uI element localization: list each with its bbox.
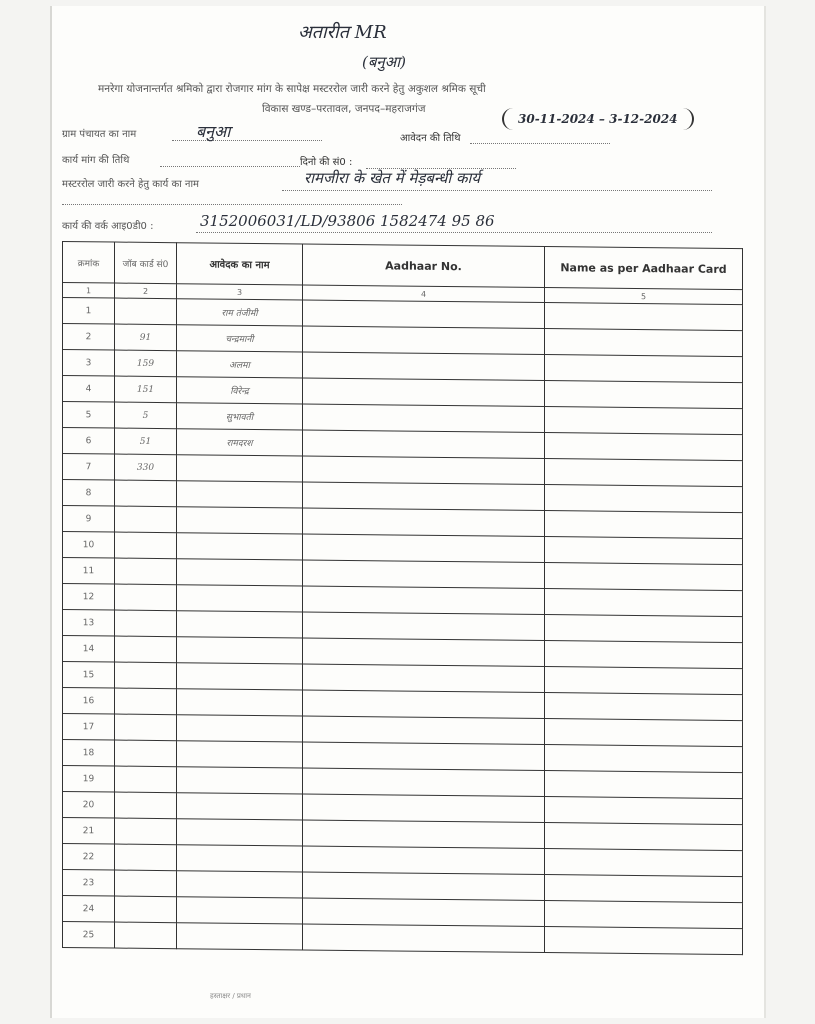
serial-cell: 11 [63,558,115,585]
work-id-label: कार्य की वर्क आइ0डी0 : [62,221,154,232]
aadhaar-no-cell [303,300,545,329]
job-card-cell: 151 [115,376,177,403]
job-card-cell [115,922,177,949]
index-cell: 4 [303,285,545,303]
applicant-name-cell [177,767,303,794]
serial-cell: 4 [63,376,115,403]
applicant-name-cell [177,585,303,612]
job-card-cell [115,896,177,923]
aadhaar-no-cell [303,716,545,745]
serial-cell: 18 [63,740,115,767]
applicant-name-cell [177,611,303,638]
header-aadhaar-name: Name as per Aadhaar Card [545,247,743,290]
job-card-cell [115,558,177,585]
applicant-name-cell: विरेन्द्र [177,377,303,404]
panchayat-handwritten-note: (बनुआ) [362,53,406,71]
aadhaar-no-cell [303,482,545,511]
gram-panchayat-label: ग्राम पंचायत का नाम [62,129,137,140]
serial-cell: 12 [63,584,115,611]
work-name-label: मस्टररोल जारी करने हेतु कार्य का नाम [62,179,200,190]
aadhaar-name-cell [545,563,743,591]
application-date-label: आवेदन की तिथि [400,133,461,144]
aadhaar-name-cell [545,719,743,747]
aadhaar-no-cell [303,846,545,875]
serial-cell: 14 [63,636,115,663]
serial-cell: 15 [63,662,115,689]
applicant-name-cell [177,507,303,534]
job-card-cell: 5 [115,402,177,429]
serial-cell: 25 [63,922,115,949]
work-start-label: कार्य मांग की तिथि [62,155,130,166]
aadhaar-name-cell [545,823,743,851]
index-cell: 5 [545,288,743,305]
job-card-cell [115,792,177,819]
aadhaar-name-cell [545,537,743,565]
serial-cell: 7 [63,454,115,481]
aadhaar-name-cell [545,459,743,487]
top-handwritten-note: अतारीत MR [298,22,387,43]
work-id-line [196,232,712,233]
aadhaar-no-cell [303,326,545,355]
work-name-line [282,190,712,191]
job-card-cell: 159 [115,350,177,377]
index-cell: 3 [177,284,303,300]
applicant-name-cell: चन्द्रमानी [177,325,303,352]
aadhaar-name-cell [545,797,743,825]
aadhaar-no-cell [303,794,545,823]
aadhaar-name-cell [545,407,743,435]
aadhaar-no-cell [303,924,545,953]
applicant-name-cell: रामदरश [177,429,303,456]
job-card-cell [115,870,177,897]
job-card-cell [115,636,177,663]
work-id-value: 3152006031/LD/93806 1582474 95 86 [200,212,495,230]
aadhaar-name-cell [545,875,743,903]
aadhaar-name-cell [545,329,743,357]
aadhaar-name-cell [545,615,743,643]
table-header-row [63,242,743,290]
header-serial: क्रमांक [63,242,115,284]
worker-table [62,241,743,955]
applicant-name-cell [177,559,303,586]
aadhaar-name-cell [545,433,743,461]
job-card-cell [115,506,177,533]
serial-cell: 8 [63,480,115,507]
aadhaar-no-cell [303,430,545,459]
applicant-name-cell [177,637,303,664]
aadhaar-name-cell [545,641,743,669]
gram-panchayat-line [172,140,322,141]
serial-cell: 20 [63,792,115,819]
applicant-name-cell [177,533,303,560]
aadhaar-name-cell [545,901,743,929]
header-applicant-name: आवेदक का नाम [177,243,303,285]
aadhaar-no-cell [303,560,545,589]
job-card-cell: 91 [115,324,177,351]
job-card-cell [115,662,177,689]
applicant-name-cell [177,481,303,508]
aadhaar-no-cell [303,586,545,615]
aadhaar-no-cell [303,378,545,407]
aadhaar-no-cell [303,664,545,693]
job-card-cell [115,532,177,559]
job-card-cell [115,480,177,507]
job-card-cell [115,818,177,845]
aadhaar-no-cell [303,638,545,667]
serial-cell: 9 [63,506,115,533]
aadhaar-no-cell [303,534,545,563]
serial-cell: 19 [63,766,115,793]
aadhaar-no-cell [303,768,545,797]
aadhaar-name-cell [545,927,743,955]
aadhaar-name-cell [545,303,743,331]
aadhaar-no-cell [303,742,545,771]
applicant-name-cell [177,897,303,924]
job-card-cell [115,688,177,715]
job-card-cell [115,298,177,325]
applicant-name-cell [177,871,303,898]
applicant-name-cell [177,455,303,482]
aadhaar-no-cell [303,898,545,927]
work-start-line [160,166,300,167]
header-job-card: जॉब कार्ड सं0 [115,242,177,284]
aadhaar-no-cell [303,404,545,433]
date-range: 30-11-2024 – 3-12-2024 [502,108,694,130]
applicant-name-cell: सुभावती [177,403,303,430]
serial-cell: 23 [63,870,115,897]
job-card-cell [115,714,177,741]
job-card-cell [115,610,177,637]
aadhaar-name-cell [545,381,743,409]
applicant-name-cell: राम तंजीमी [177,299,303,326]
serial-cell: 24 [63,896,115,923]
job-card-cell [115,584,177,611]
applicant-name-cell [177,845,303,872]
job-card-cell: 51 [115,428,177,455]
aadhaar-no-cell [303,612,545,641]
applicant-name-cell [177,923,303,950]
serial-cell: 1 [63,298,115,325]
aadhaar-no-cell [303,690,545,719]
serial-cell: 16 [63,688,115,715]
aadhaar-name-cell [545,693,743,721]
aadhaar-no-cell [303,820,545,849]
serial-cell: 13 [63,610,115,637]
job-card-cell [115,844,177,871]
serial-cell: 5 [63,402,115,429]
aadhaar-name-cell [545,745,743,773]
job-card-cell [115,740,177,767]
gram-panchayat-value: बनुआ [196,122,231,141]
applicant-name-cell [177,663,303,690]
applicant-name-cell [177,741,303,768]
applicant-name-cell: अलमा [177,351,303,378]
aadhaar-no-cell [303,456,545,485]
aadhaar-no-cell [303,352,545,381]
applicant-name-cell [177,715,303,742]
applicant-name-cell [177,819,303,846]
header-aadhaar-no: Aadhaar No. [303,244,545,288]
serial-cell: 17 [63,714,115,741]
applicant-name-cell [177,689,303,716]
aadhaar-name-cell [545,771,743,799]
work-name-value: रामजीरा के खेत में मेड़बन्धी कार्य [304,169,481,187]
index-cell: 1 [63,283,115,299]
aadhaar-no-cell [303,508,545,537]
serial-cell: 21 [63,818,115,845]
work-name-line-2 [62,204,402,205]
serial-cell: 3 [63,350,115,377]
footer-signature-label: हस्ताक्षर / प्रधान [210,992,251,1000]
aadhaar-name-cell [545,589,743,617]
index-cell: 2 [115,283,177,299]
job-card-cell [115,766,177,793]
serial-cell: 22 [63,844,115,871]
aadhaar-name-cell [545,511,743,539]
applicant-name-cell [177,793,303,820]
form-title: मनरेगा योजनान्तर्गत श्रमिको द्वारा रोजगार मांग के सापेक्ष मस्टररोल जारी करने हेतु अकुशल श्रमिक सूची [98,83,486,95]
serial-cell: 10 [63,532,115,559]
application-date-line [470,143,610,144]
job-card-cell: 330 [115,454,177,481]
aadhaar-name-cell [545,849,743,877]
aadhaar-no-cell [303,872,545,901]
aadhaar-name-cell [545,355,743,383]
form-subtitle: विकास खण्ड–परतावल, जनपद–महराजगंज [262,103,426,115]
serial-cell: 6 [63,428,115,455]
days-label: दिनो की सं0 : [300,157,353,168]
aadhaar-name-cell [545,667,743,695]
serial-cell: 2 [63,324,115,351]
aadhaar-name-cell [545,485,743,513]
